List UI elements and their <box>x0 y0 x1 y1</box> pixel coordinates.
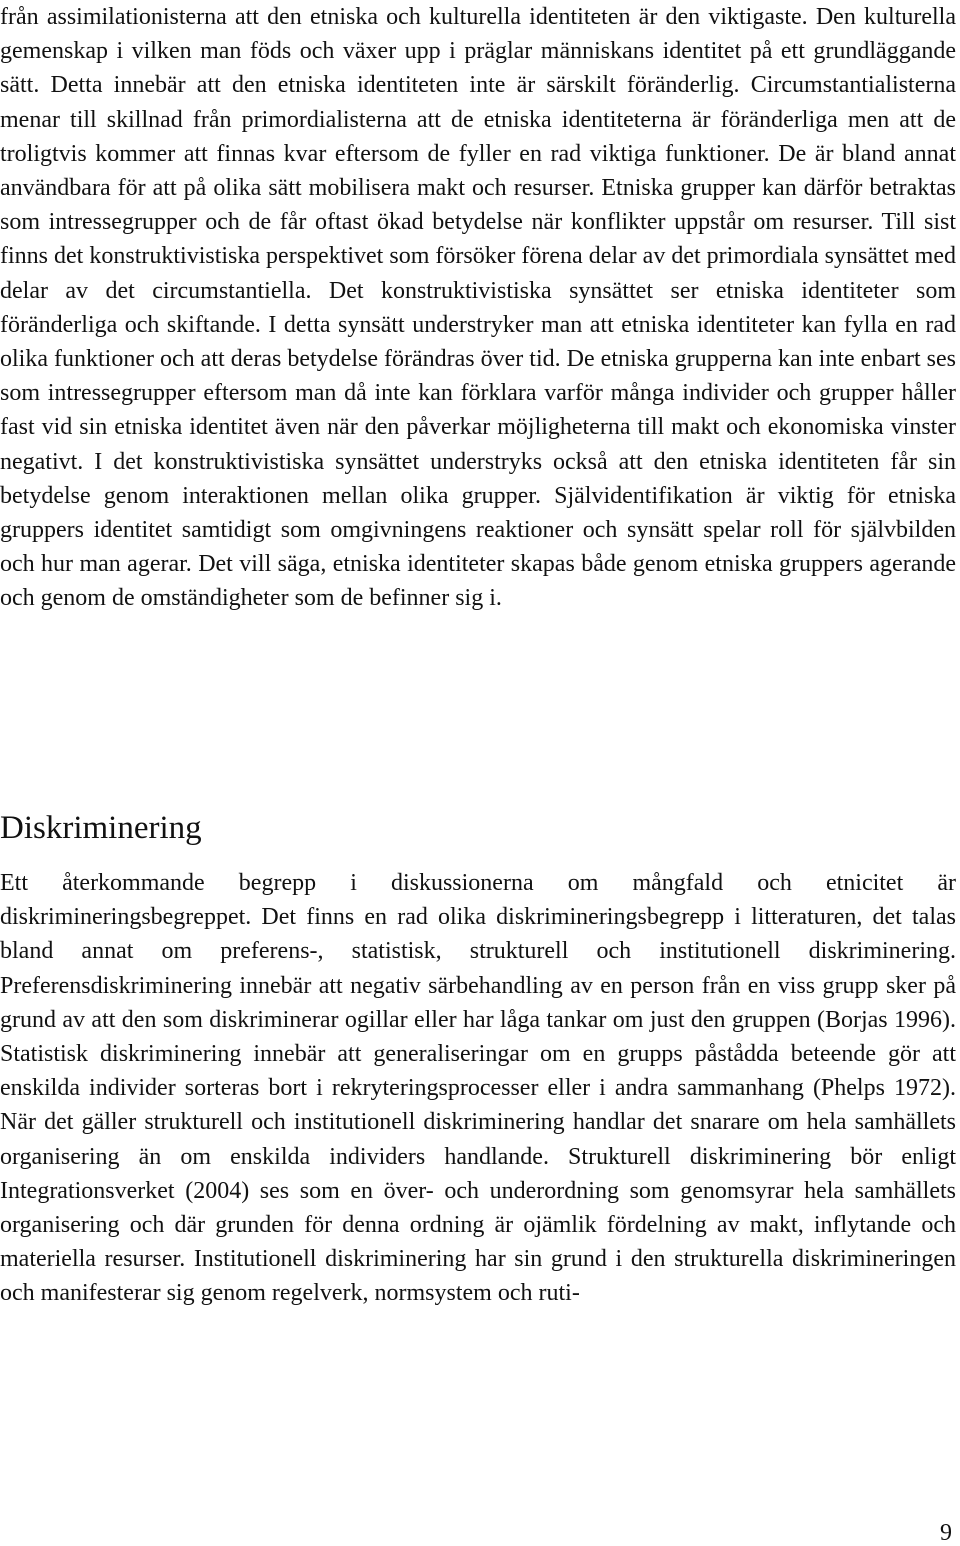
body-paragraph-1: från assimilationisterna att den etniska och kulturella identiteten är den viktigaste. Den kulturella gemenskap i vilken man föds och växer upp i präglar människans identitet på ett grundläggande sätt. Detta innebär att den etniska identiteten inte är särskilt föränderlig. Circumstantialisterna menar till skillnad från primordialisterna att de etniska identiteterna är föränderliga men att de troligtvis kommer att finnas kvar eftersom de fyller en rad viktiga funktioner. De är bland annat användbara för att på olika sätt mobilisera makt och resurser. Etniska grupper kan därför betraktas som intressegrupper och de får oftast ökad betydelse när konflikter uppstår om resurser. Till sist finns det konstruktivistiska perspektivet som försöker förena delar av det primordiala synsättet med delar av det circumstantiella. Det konstruktivistiska synsättet ser etniska identiteter som föränderliga och skiftande. I detta synsätt understryker man att etniska identiteter kan fylla en rad olika funktioner och att deras betydelse förändras över tid. De etniska grupperna kan inte enbart ses som intressegrupper eftersom man då inte kan förklara varför många individer och grupper håller fast vid sin etniska identitet även när den påverkar möjligheterna till makt och ekonomiska vinster negativt. I det konstruktivistiska synsättet understryks också att den etniska identiteten får sin betydelse genom interaktionen mellan olika grupper. Självidentifikation är viktig för etniska gruppers identitet samtidigt som omgivningens reaktioner och synsätt spelar roll för självbilden och hur man agerar. Det vill säga, etniska identiteter skapas både genom etniska gruppers agerande och genom de omständigheter som de befinner sig i. <box>0 4 956 612</box>
section-heading: Diskriminering <box>0 810 202 846</box>
page-number: 9 <box>940 1520 952 1546</box>
body-paragraph-2: Ett återkommande begrepp i diskussionerna om mångfald och etnicitet är diskrimineringsbegreppet. Det finns en rad olika diskrimineringsbegrepp i litteraturen, det talas bland annat om preferens-, statistisk, strukturell och institutionell diskriminering. Preferensdiskriminering innebär att negativ särbehandling av en person från en viss grupp sker på grund av att den som diskriminerar ogillar eller har låga tankar om just den gruppen (Borjas 1996). Statistisk diskriminering innebär att generaliseringar om en grupps påstådda beteende gör att enskilda individer sorteras bort i rekryteringsprocesser eller i andra sammanhang (Phelps 1972). När det gäller strukturell och institutionell diskriminering handlar det snarare om hela samhällets organisering än om enskilda individers handlande. Strukturell diskriminering bör enligt Integrationsverket (2004) ses som en över- och underordning som genomsyrar hela samhällets organisering och där grunden för denna ordning är ojämlik fördelning av makt, inflytande och materiella resurser. Institutionell diskriminering har sin grund i den strukturella diskrimineringen och manifesterar sig genom regelverk, normsystem och ruti- <box>0 870 956 1307</box>
